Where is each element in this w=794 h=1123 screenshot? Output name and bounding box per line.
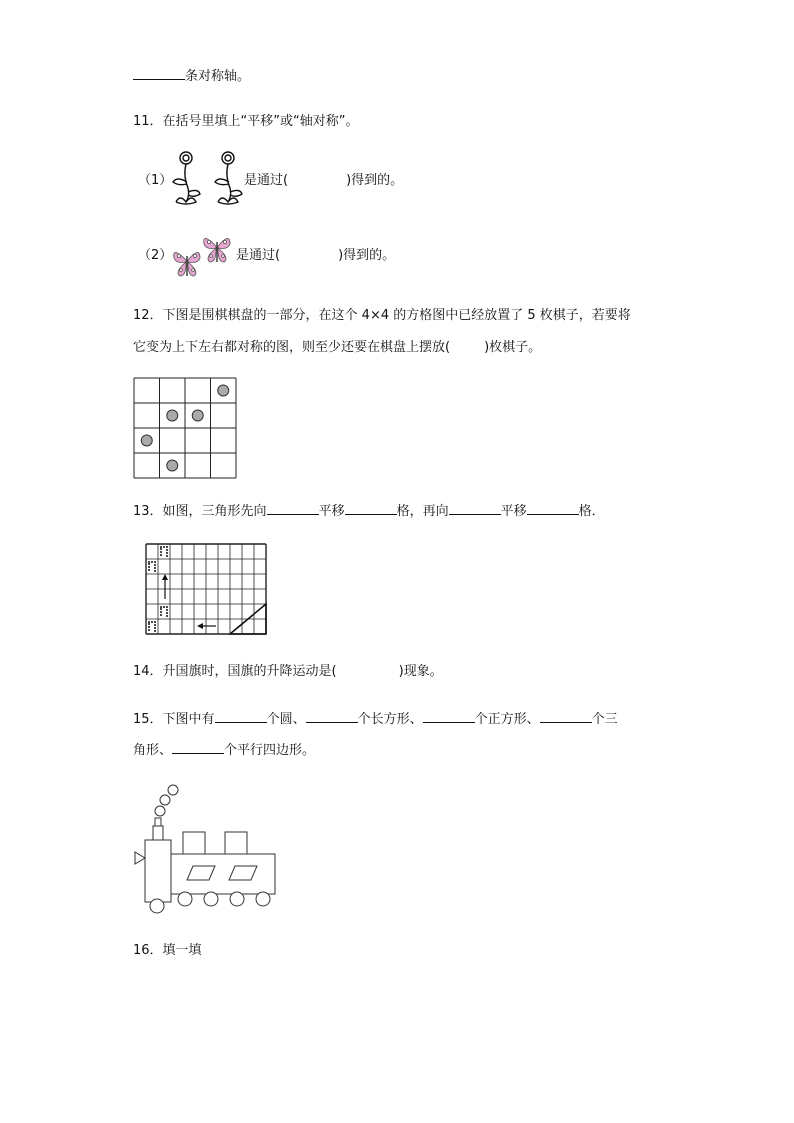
answer-blank[interactable] [133,66,185,80]
question-number: 16． [133,943,163,958]
body-rectangle [171,854,275,894]
answer-blank[interactable] [449,501,501,515]
smoke-circle [168,785,178,795]
go-stone [218,385,229,396]
dotted-triangle-mark [163,546,165,548]
question-text: 下图是围棋棋盘的一部分，在这个 4×4 的方格图中已经放置了 5 枚棋子，若要将 [162,308,631,323]
dotted-triangle-mark [151,561,153,563]
dotted-triangle-mark [148,563,150,565]
dotted-triangle-mark [148,561,150,563]
answer-blank[interactable] [527,501,579,515]
dotted-triangle-mark [166,606,168,608]
question-number: 15． [133,712,163,727]
answer-blank[interactable] [267,501,319,515]
dotted-triangle-mark [166,615,168,617]
dotted-triangle-mark [166,546,168,548]
q10-tail: 条对称轴。 [185,69,251,84]
answer-blank[interactable] [345,501,397,515]
answer-blank[interactable] [540,709,592,723]
chimney-top [155,818,161,826]
answer-blank[interactable] [306,709,358,723]
question-number: 13． [133,504,163,519]
q11-item2-text: 是通过( )得到的。 [236,248,396,263]
dotted-triangle-mark [154,570,156,572]
dotted-triangle-mark [160,546,162,548]
wheel-circle [178,892,192,906]
go-board [133,377,237,479]
dotted-triangle-mark [148,621,150,623]
dotted-triangle-mark [166,549,168,551]
dotted-triangle-mark [160,608,162,610]
wheel-circle [230,892,244,906]
train-figure [133,780,283,916]
square-window [183,832,205,854]
dotted-triangle-mark [154,630,156,632]
dotted-triangle-mark [151,621,153,623]
go-stone [167,410,178,421]
answer-blank[interactable] [172,740,224,754]
q15-line2: 角形、 个平行四边形。 [133,740,315,760]
go-stone [141,435,152,446]
dotted-triangle-mark [166,609,168,611]
wheel-circle [204,892,218,906]
smoke-circle [155,806,165,816]
dotted-triangle-mark [163,606,165,608]
q13-line: 13．如图，三角形先向 平移 格，再向 平移 格． [133,501,605,521]
dotted-triangle-mark [154,624,156,626]
question-number: 12． [133,308,163,323]
translation-grid [145,543,267,637]
butterfly-pair-image [168,228,236,280]
go-stone [167,460,178,471]
q10-line [133,66,250,86]
dotted-triangle-mark [160,614,162,616]
dotted-triangle-mark [154,561,156,563]
smoke-circle [160,795,170,805]
dotted-triangle-mark [160,606,162,608]
question-text: 在括号里填上“平移”或“轴对称”。 [162,114,359,129]
q12-line1 [133,307,631,325]
dotted-triangle-mark [154,564,156,566]
dotted-triangle-mark [148,569,150,571]
dotted-triangle-mark [148,566,150,568]
dotted-triangle-mark [148,629,150,631]
front-triangle [135,852,145,864]
up-arrow-head [162,574,168,580]
dotted-triangle-mark [160,548,162,550]
q12-line2: 它变为上下左右都对称的图，则至少还要在棋盘上摆放( )枚棋子。 [133,340,542,355]
q11-item2-label: （2） [138,248,173,263]
dotted-triangle-mark [166,612,168,614]
dotted-triangle-mark [154,627,156,629]
square-window [225,832,247,854]
chimney [153,826,163,840]
cab-rectangle [145,840,171,902]
question-number: 14． [133,664,163,679]
go-stone [192,410,203,421]
dotted-triangle-mark [160,611,162,613]
wheel-circle [150,899,164,913]
answer-blank[interactable] [423,709,475,723]
q14-line: 14．升国旗时，国旗的升降运动是( )现象。 [133,664,443,679]
wheel-circle [256,892,270,906]
dotted-triangle-mark [160,554,162,556]
dotted-triangle-mark [154,621,156,623]
dotted-triangle-mark [148,623,150,625]
q15-line1: 15．下图中有 个圆、 个长方形、 个正方形、 个三 [133,709,618,729]
dotted-triangle-mark [148,626,150,628]
question-number: 11． [133,114,163,129]
q11-prompt [133,113,359,131]
dotted-triangle-mark [166,555,168,557]
dotted-triangle-mark [154,567,156,569]
q11-item1-text: 是通过( )得到的。 [244,173,404,188]
dotted-triangle-mark [160,551,162,553]
dotted-triangle-mark [166,552,168,554]
left-arrow-head [197,623,203,629]
q11-item1-label: （1） [138,173,173,188]
answer-blank[interactable] [215,709,267,723]
q16-line: 16．填一填 [133,943,202,958]
flower-pair-image [168,148,244,206]
